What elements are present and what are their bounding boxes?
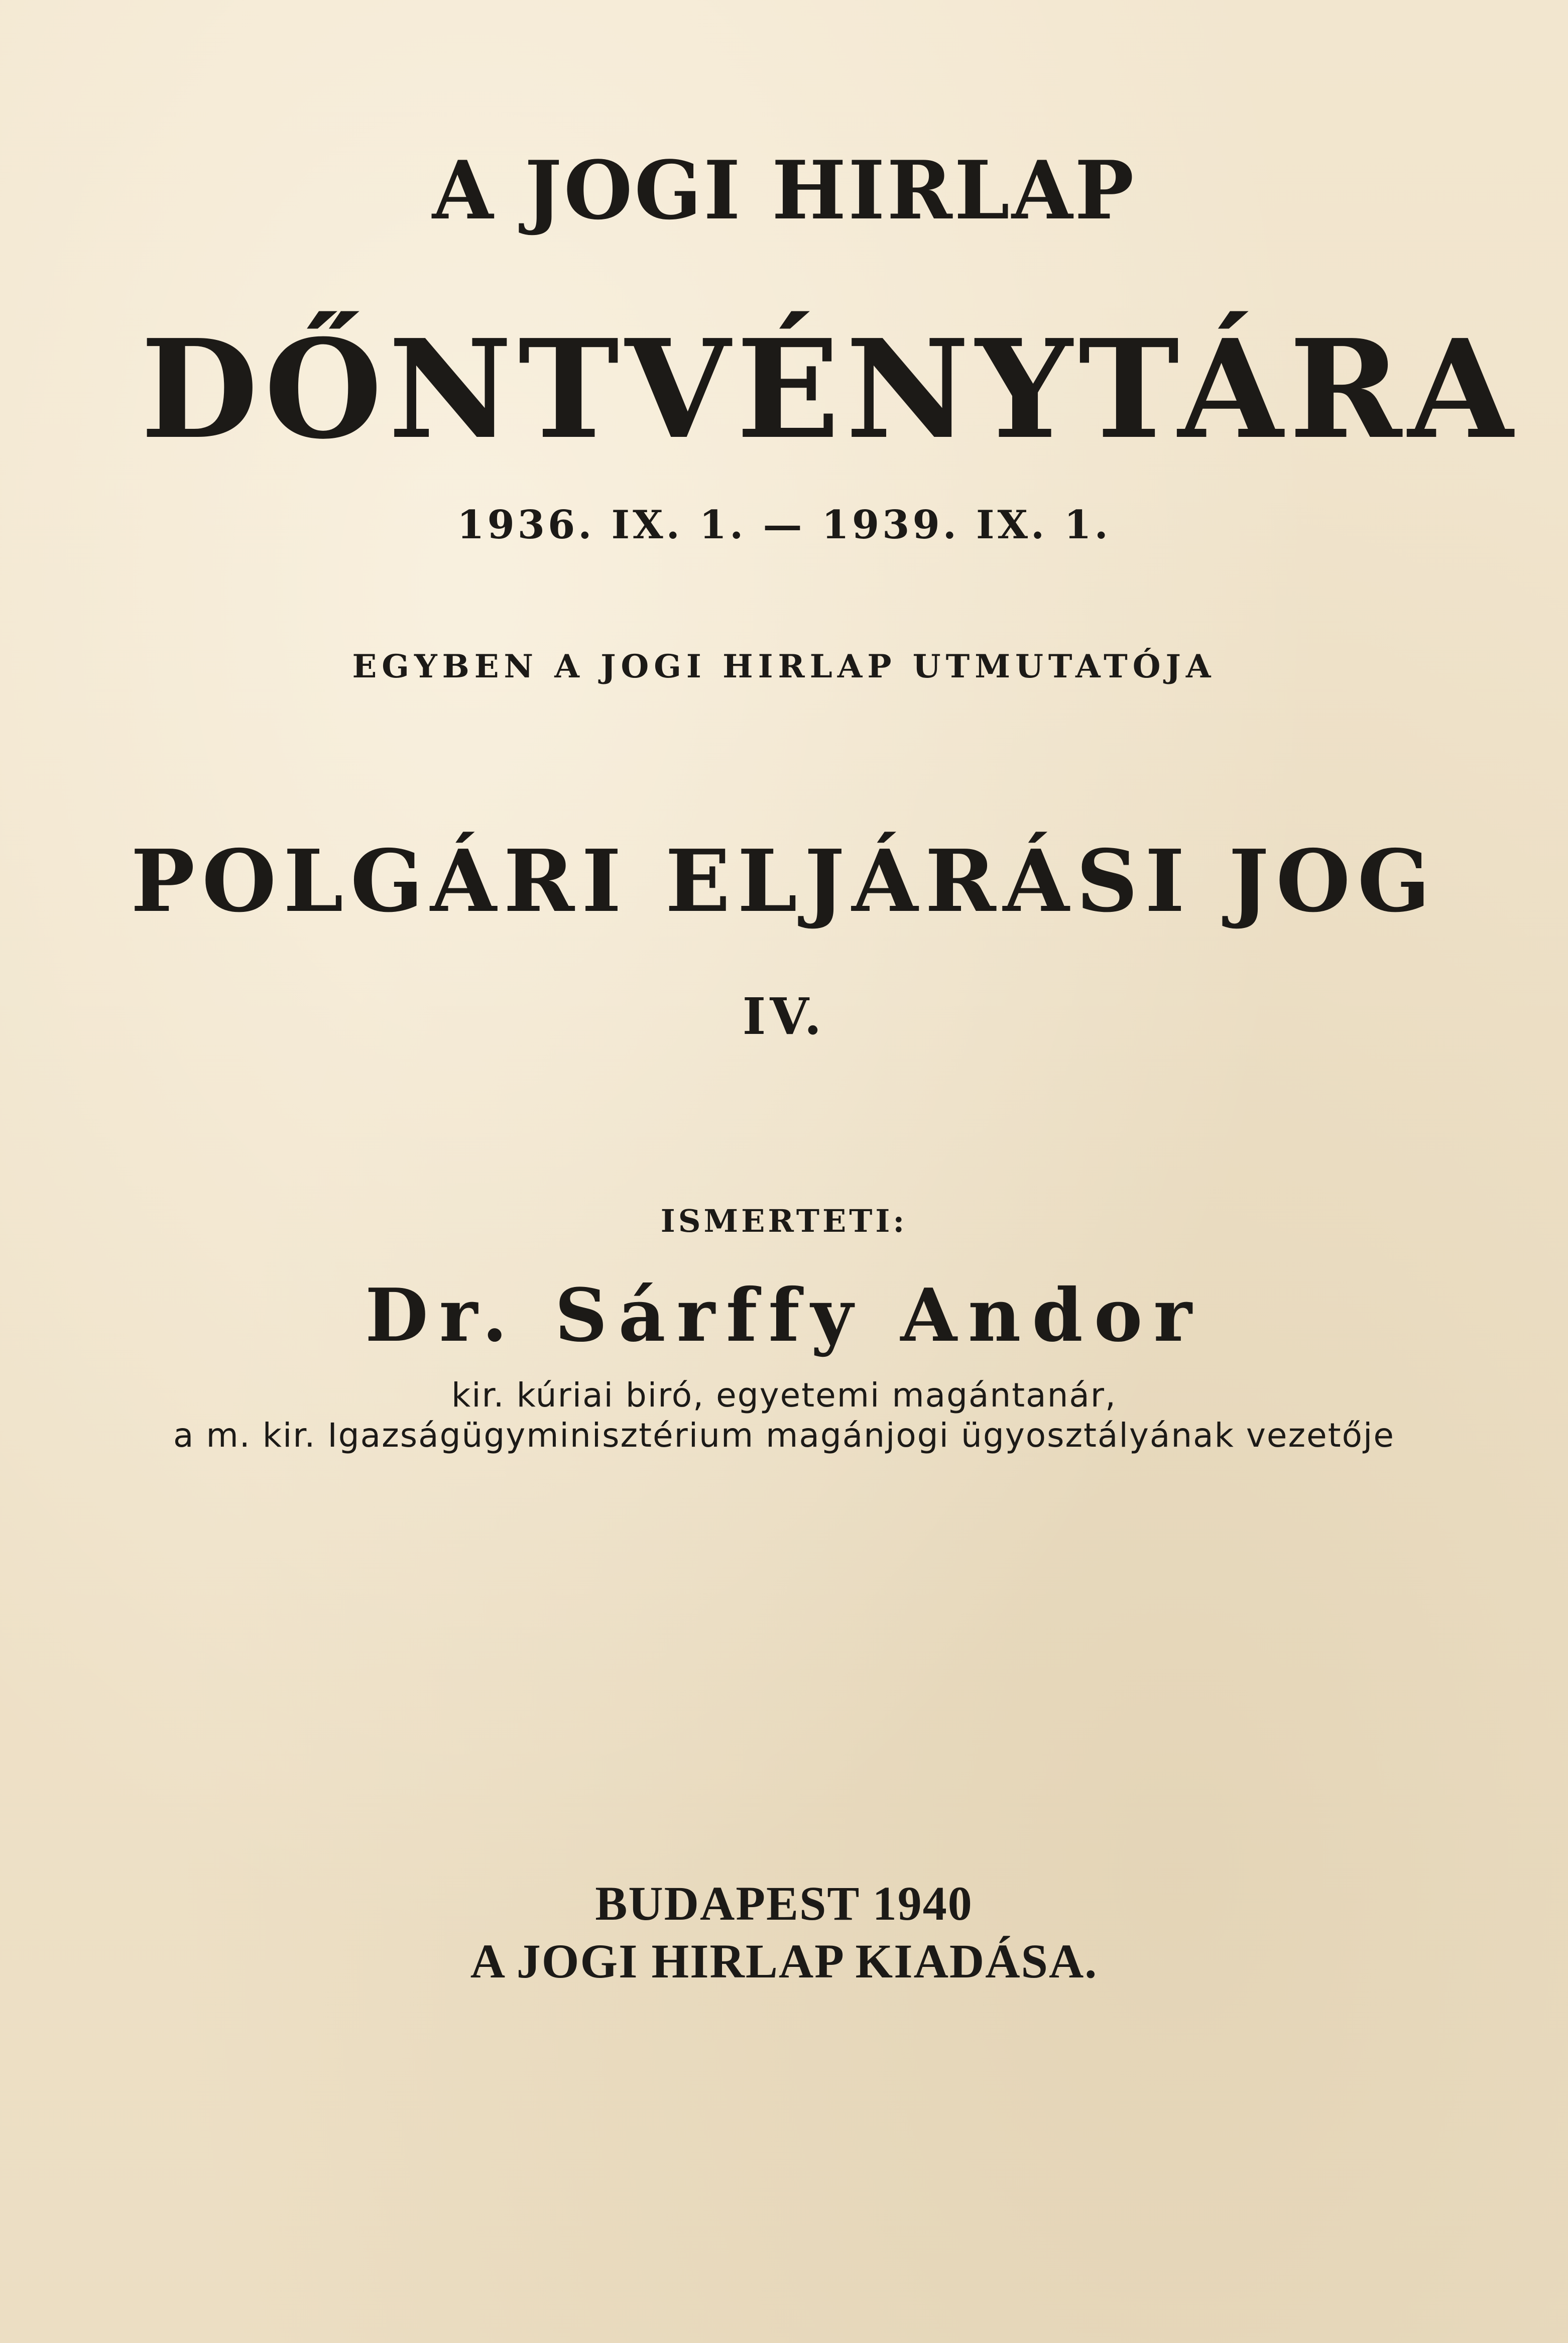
imprint-place-year: BUDAPEST 1940 xyxy=(595,1877,973,1930)
presenter-label: ISMERTETI: xyxy=(660,1203,908,1239)
subject-heading: POLGÁRI ELJÁRÁSI JOG xyxy=(131,831,1437,931)
author-title-line-2: a m. kir. Igazságügyminisztérium magánjogi ügyosztályának vezetője xyxy=(173,1416,1395,1455)
author-name: Dr. Sárffy Andor xyxy=(365,1273,1203,1358)
date-range: 1936. IX. 1. — 1939. IX. 1. xyxy=(457,502,1111,548)
author-title-line-1: kir. kúriai biró, egyetemi magántanár, xyxy=(451,1376,1117,1415)
volume-number: IV. xyxy=(742,987,826,1046)
imprint-publisher: A JOGI HIRLAP KIADÁSA. xyxy=(470,1934,1098,1988)
subtitle: EGYBEN A JOGI HIRLAP UTMUTATÓJA xyxy=(352,648,1216,685)
title-line-1: A JOGI HIRLAP xyxy=(432,143,1136,238)
title-line-2: DŐNTVÉNYTÁRA xyxy=(141,309,1519,469)
